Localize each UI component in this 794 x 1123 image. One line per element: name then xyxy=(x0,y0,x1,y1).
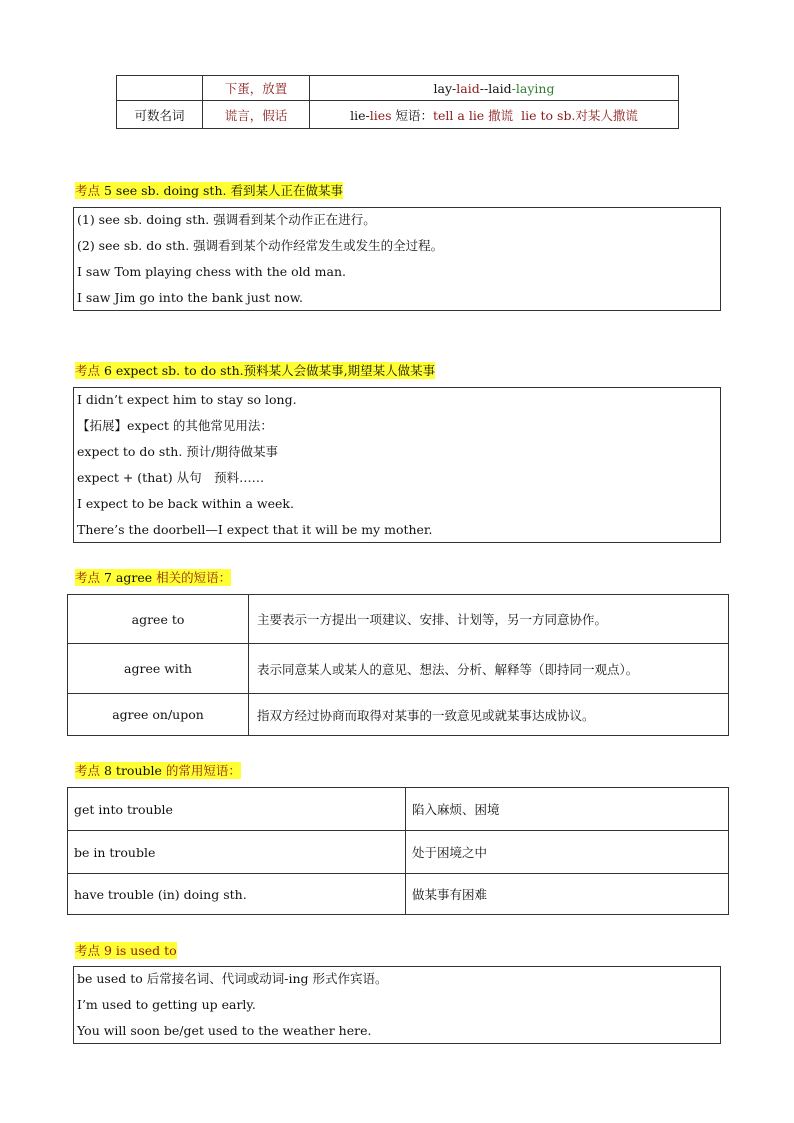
desc-cell: 处于困境之中 xyxy=(406,831,729,874)
example-line: I expect to be back within a week. xyxy=(77,496,294,511)
usage-line: expect to do sth. 预计/期待做某事 xyxy=(77,444,279,459)
point-label: 考点 xyxy=(75,363,101,378)
lay-lie-table xyxy=(116,75,679,129)
point-topic: 5 see sb. doing sth. 看到某人正在做某事 xyxy=(100,183,343,198)
example-line: You will soon be/get used to the weather here. xyxy=(77,1023,372,1038)
point-topic: 7 agree xyxy=(100,570,153,585)
point-label: 考点 xyxy=(75,570,101,585)
desc-cell: 指双方经过协商而取得对某事的一致意见或就某事达成协议。 xyxy=(249,694,729,736)
phrase-label: 短语： xyxy=(391,107,433,123)
point-9-box xyxy=(73,966,721,1044)
example-line: I saw Jim go into the bank just now. xyxy=(77,290,303,305)
point-5-box xyxy=(73,207,721,311)
note-line: (2) see sb. do sth. 强调看到某个动作经常发生或发生的全过程。 xyxy=(77,238,444,253)
point-8-heading xyxy=(75,761,241,779)
forms-cell xyxy=(310,76,679,101)
example-line: I saw Tom playing chess with the old man. xyxy=(77,264,346,279)
agree-table xyxy=(67,594,729,736)
example-line: I’m used to getting up early. xyxy=(77,997,256,1012)
example-line: There’s the doorbell—I expect that it will be my mother. xyxy=(77,522,433,537)
point-label: 考点 xyxy=(75,943,101,958)
forms-cell xyxy=(310,101,679,129)
point-topic-suffix: 的常用短语： xyxy=(161,763,241,778)
phrase-cell: get into trouble xyxy=(68,788,406,831)
phrase-cell: agree to xyxy=(68,595,249,644)
form-base: lie- xyxy=(350,107,370,123)
point-5-heading xyxy=(75,181,343,199)
form-base: lay- xyxy=(433,80,457,96)
desc-cell: 陷入麻烦、困境 xyxy=(406,788,729,831)
point-topic: 8 trouble xyxy=(100,763,162,778)
form-plural: lies xyxy=(369,107,392,123)
phrase-cell: agree with xyxy=(68,644,249,694)
point-label: 考点 xyxy=(75,183,101,198)
point-7-heading xyxy=(75,568,231,586)
point-6-box xyxy=(73,387,721,543)
usage-line: expect + (that) 从句 预料…… xyxy=(77,470,265,485)
pos-cell: 可数名词 xyxy=(117,101,203,129)
phrase-cell: be in trouble xyxy=(68,831,406,874)
example-line: I didn’t expect him to stay so long. xyxy=(77,392,297,407)
form-pp: --laid xyxy=(479,80,512,96)
point-9-heading xyxy=(75,941,177,959)
meaning-cell: 谎言，假话 xyxy=(203,101,310,129)
trouble-table xyxy=(67,787,729,915)
desc-cell: 主要表示一方提出一项建议、安排、计划等，另一方同意协作。 xyxy=(249,595,729,644)
phrase-cell: agree on/upon xyxy=(68,694,249,736)
form-ing: -laying xyxy=(511,80,555,96)
point-topic-suffix: 相关的短语： xyxy=(152,570,232,585)
point-6-heading xyxy=(75,361,435,379)
phrase-1: tell a lie 撒谎 xyxy=(433,107,514,123)
note-line: be used to 后常接名词、代词或动词-ing 形式作宾语。 xyxy=(77,971,388,986)
point-label: 考点 xyxy=(75,763,101,778)
phrase-cell: have trouble (in) doing sth. xyxy=(68,874,406,915)
extension-line: 【拓展】expect 的其他常见用法： xyxy=(77,418,273,433)
phrase-2: lie to sb.对某人撒谎 xyxy=(521,107,638,123)
form-past: laid xyxy=(456,80,480,96)
note-line: (1) see sb. doing sth. 强调看到某个动作正在进行。 xyxy=(77,212,376,227)
point-topic: 6 expect sb. to do sth.预料某人会做某事,期望某人做某事 xyxy=(100,363,436,378)
meaning-cell: 下蛋，放置 xyxy=(203,76,310,101)
point-topic: 9 is used to xyxy=(100,943,177,958)
desc-cell: 做某事有困难 xyxy=(406,874,729,915)
desc-cell: 表示同意某人或某人的意见、想法、分析、解释等（即持同一观点）。 xyxy=(249,644,729,694)
pos-cell-empty xyxy=(117,76,203,101)
